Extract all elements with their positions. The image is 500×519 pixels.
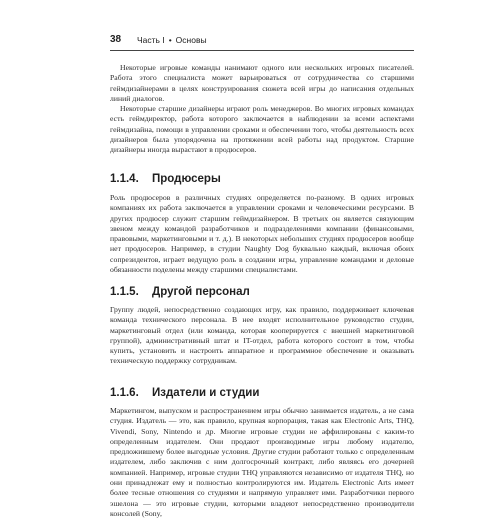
section-number: 1.1.5. [110, 286, 139, 298]
paragraph-writers: Некоторые игровые команды нанимают одного или нескольких игровых писателей. Работа этого специалиста может варьироваться от сотрудничества со старшими геймдизайнерами в целях конструирования сюжета всей игры до написания отдельных линий диалогов. [110, 63, 414, 103]
paragraph-publishers: Маркетингом, выпуском и распространением игры обычно занимается издатель, а не сама студия. Издатель — это, как правило, крупная корпорация, такая как Electronic Arts, THQ, Vivendi, Sony, Nintendo и др. Многие игровые студии не аффилированы с каким-то определенным издателем. Они продают производимые игры любому издателю, предложившему более выгодные условия. Другие студии работают только с определенным издателем, либо заключив с ним долгосрочный контракт, либо являясь его дочерней компанией. Например, игровые студии THQ управляются независимо от издателя THQ, но они принадлежат ему и полностью контролируются им. Издатель Electronic Arts имеет более тесные отношения со студиями и напрямую управляет ими. Разработчики первого эшелона — это игровые студии, которыми владеют непосредственно производители консолей (Sony, [110, 406, 414, 518]
section-title: Продюсеры [152, 173, 221, 185]
page-number: 38 [110, 34, 122, 45]
part-title: Основы [175, 35, 207, 45]
section-title: Издатели и студии [152, 387, 260, 399]
section-heading-other-staff [110, 285, 414, 299]
chapter-label: Часть I [137, 35, 165, 45]
paragraph-other-staff: Группу людей, непосредственно создающих игру, как правило, поддерживает ключевая команда технического персонала. В нее входят исполнительное руководство студии, маркетинговый отдел (или команда, которая кооперируется с внешней маркетинговой группой), административный штат и IT-отдел, работа которого состоит в том, чтобы купить, установить и настроить аппаратное и программное обеспечение и оказывать техническую поддержку сотрудникам. [110, 305, 414, 366]
section-number: 1.1.6. [110, 387, 139, 399]
running-head-text [137, 35, 207, 45]
header-separator: • [168, 35, 172, 45]
paragraph-producers: Роль продюсеров в различных студиях определяется по-разному. В одних игровых компаниях их работа заключается в управлении сроками и человеческими ресурсами. В других продюсер служит старшим геймдизайнером. В третьих он является связующим звеном между командой разработчиков и подразделениями компании (финансовыми, правовыми, маркетинговыми и т. д.). В некоторых небольших студиях продюсеров вообще нет продюсеров. Например, в студии Naughty Dog буквально каждый, включая обоих сопрезидентов, играет ведущую роль в создании игры, управление командами и деловые обязанности поделены между старшими специалистами. [110, 193, 414, 275]
section-heading-producers [110, 172, 414, 186]
section-title: Другой персонал [152, 286, 250, 298]
header-rule [110, 50, 414, 51]
section-heading-publishers [110, 386, 414, 400]
paragraph-senior-designers: Некоторые старшие дизайнеры играют роль менеджеров. Во многих игровых командах есть геймдиректор, работа которого заключается в наблюдении за всеми аспектами геймдизайна, помощи в управлении сроками и обеспечении того, чтобы деятельность всех дизайнеров была упорядочена на протяжении всей работы над продуктом. Старшие дизайнеры иногда вырастают в продюсеров. [110, 104, 414, 155]
section-number: 1.1.4. [110, 173, 139, 185]
running-header [110, 33, 414, 47]
